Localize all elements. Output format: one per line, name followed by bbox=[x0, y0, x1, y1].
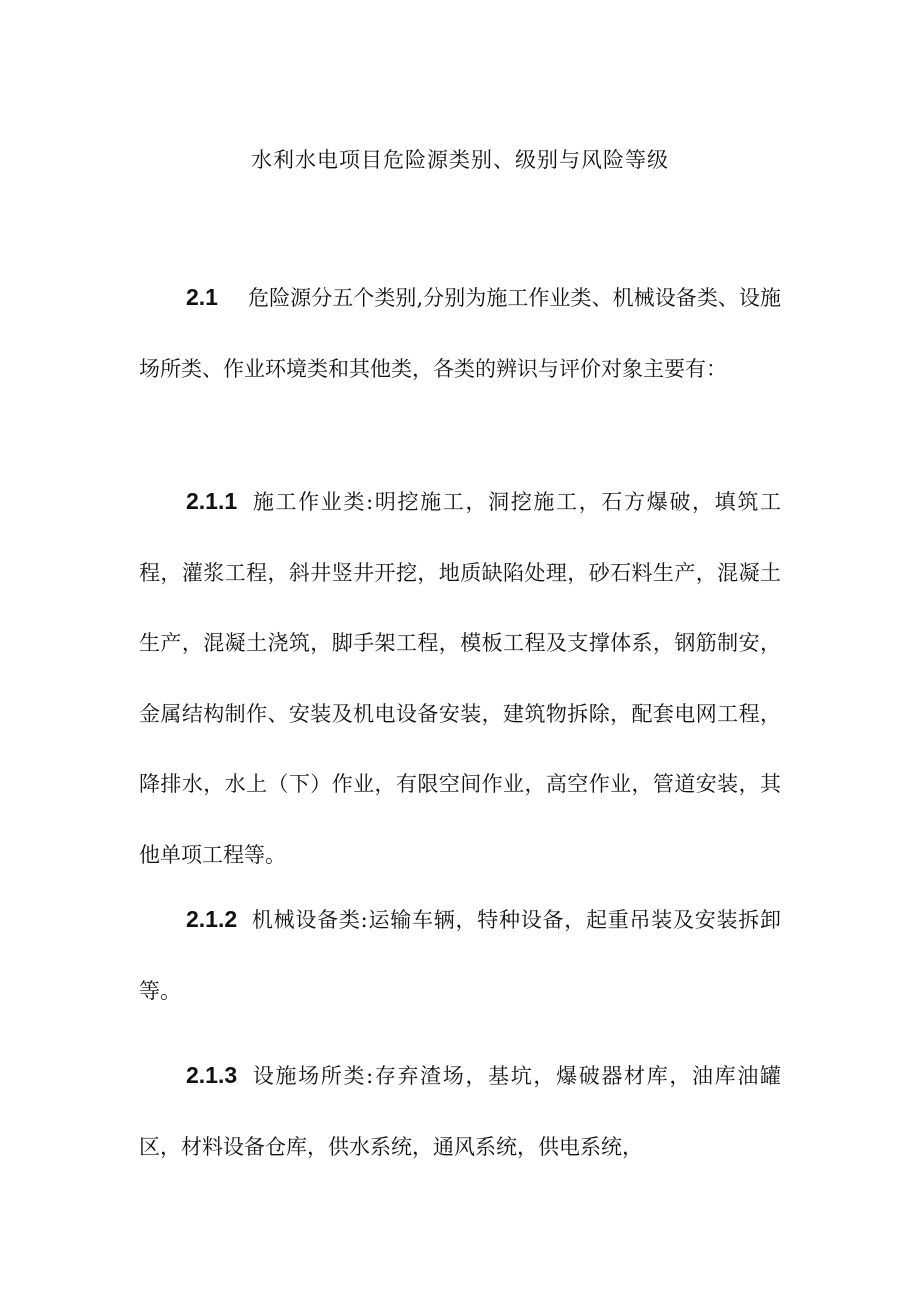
paragraph-text: 危险源分五个类别,分别为施工作业类、机械设备类、设施场所类、作业环境类和其他类，各类的辨识与评价对象主要有： bbox=[139, 286, 781, 381]
document-title: 水利水电项目危险源类别、级别与风险等级 bbox=[251, 148, 669, 172]
paragraph-2-1 bbox=[139, 262, 781, 404]
section-number: 2.1.3 bbox=[186, 1062, 238, 1088]
paragraph-2-1-1 bbox=[139, 466, 781, 890]
section-number: 2.1 bbox=[186, 284, 218, 310]
section-number: 2.1.1 bbox=[186, 488, 238, 514]
paragraph-2-1-3 bbox=[139, 1040, 781, 1182]
paragraph-2-1-2 bbox=[139, 884, 781, 1026]
paragraph-text: 机械设备类:运输车辆，特种设备，起重吊装及安装拆卸等。 bbox=[139, 908, 781, 1003]
paragraph-text: 施工作业类:明挖施工，洞挖施工，石方爆破，填筑工程，灌浆工程，斜井竖井开挖，地质缺陷处理，砂石料生产，混凝土生产，混凝土浇筑，脚手架工程，模板工程及支撑体系，钢筋制安，金属结构制作、安装及机电设备安装，建筑物拆除，配套电网工程，降排水，水上（下）作业，有限空间作业，高空作业，管道安装，其他单项工程等。 bbox=[139, 490, 781, 867]
paragraph-text: 设施场所类:存弃渣场，基坑，爆破器材库，油库油罐区，材料设备仓库，供水系统，通风系统，供电系统， bbox=[139, 1064, 781, 1159]
section-number: 2.1.2 bbox=[186, 906, 238, 932]
